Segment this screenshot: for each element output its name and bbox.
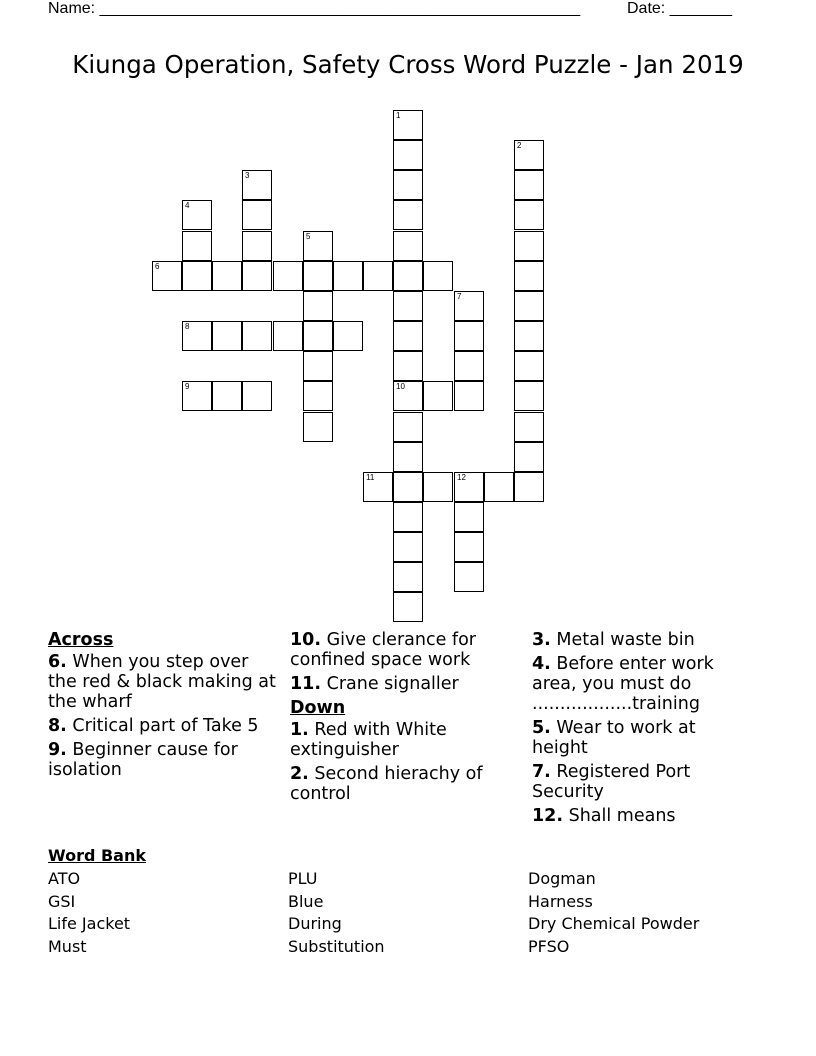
- crossword-cell[interactable]: [182, 261, 212, 291]
- crossword-cell[interactable]: [393, 170, 423, 200]
- word-bank-heading: Word Bank: [48, 846, 147, 865]
- crossword-cell[interactable]: [333, 261, 363, 291]
- crossword-cell[interactable]: [182, 381, 212, 411]
- clue-down-5: 5. Wear to work at height: [532, 718, 696, 758]
- crossword-cell[interactable]: [393, 562, 423, 592]
- clue-number-label: 4: [185, 201, 190, 210]
- word-bank-item: Dry Chemical Powder: [528, 914, 700, 934]
- date-field-label[interactable]: Date: _______: [627, 0, 732, 17]
- crossword-cell[interactable]: [303, 381, 333, 411]
- crossword-cell[interactable]: [273, 321, 303, 351]
- clue-number-label: 9: [185, 382, 190, 391]
- clues-column-2: [290, 630, 504, 808]
- crossword-cell[interactable]: [514, 291, 544, 321]
- crossword-cell[interactable]: [393, 532, 423, 562]
- crossword-cell[interactable]: [393, 592, 423, 622]
- crossword-cell[interactable]: [423, 261, 453, 291]
- crossword-cell[interactable]: [393, 412, 423, 442]
- word-bank-item: Must: [48, 936, 87, 956]
- crossword-cell[interactable]: [363, 472, 393, 502]
- header: [48, 0, 740, 20]
- clue-number-label: 3: [245, 171, 250, 180]
- crossword-cell[interactable]: [273, 261, 303, 291]
- crossword-cell[interactable]: [393, 140, 423, 170]
- crossword-cell[interactable]: [514, 231, 544, 261]
- clue-number-label: 8: [185, 322, 190, 331]
- crossword-cell[interactable]: [454, 321, 484, 351]
- clues-column-1: [48, 630, 280, 784]
- word-bank-column-2: [288, 868, 385, 958]
- crossword-cell[interactable]: [514, 261, 544, 291]
- crossword-cell[interactable]: [182, 321, 212, 351]
- crossword-cell[interactable]: [514, 472, 544, 502]
- crossword-cell[interactable]: [423, 472, 453, 502]
- clue-across-6: 6. When you step over the red & black making at the wharf: [48, 652, 276, 712]
- crossword-cell[interactable]: [484, 472, 514, 502]
- word-bank-item: ATO: [48, 869, 81, 888]
- crossword-cell[interactable]: [454, 291, 484, 321]
- clue-number-label: 11: [366, 473, 375, 482]
- crossword-cell[interactable]: [454, 532, 484, 562]
- word-bank-item: During: [288, 914, 342, 934]
- clue-across-9: 9. Beginner cause for isolation: [48, 740, 238, 780]
- crossword-cell[interactable]: [393, 351, 423, 381]
- crossword-cell[interactable]: [303, 412, 333, 442]
- clue-number-label: 2: [517, 141, 522, 150]
- word-bank-item: GSI: [48, 891, 76, 911]
- crossword-cell[interactable]: [242, 321, 272, 351]
- crossword-cell[interactable]: [514, 200, 544, 230]
- crossword-cell[interactable]: [393, 291, 423, 321]
- crossword-cell[interactable]: [363, 261, 393, 291]
- crossword-cell[interactable]: [393, 231, 423, 261]
- crossword-cell[interactable]: [423, 381, 453, 411]
- clue-number-label: 12: [457, 473, 466, 482]
- clue-number-label: 1: [396, 111, 401, 120]
- word-bank-item: Substitution: [288, 936, 385, 956]
- word-bank-item: Blue: [288, 891, 324, 911]
- crossword-cell[interactable]: [514, 442, 544, 472]
- crossword-cell[interactable]: [514, 140, 544, 170]
- clue-down-2: 2. Second hierachy of control: [290, 764, 483, 804]
- page-title: Kiunga Operation, Safety Cross Word Puzzle - Jan 2019: [72, 50, 744, 79]
- crossword-cell[interactable]: [393, 381, 423, 411]
- clue-number-label: 5: [306, 232, 311, 241]
- crossword-cell[interactable]: [393, 502, 423, 532]
- crossword-cell[interactable]: [514, 412, 544, 442]
- down-heading: Down: [290, 698, 346, 718]
- crossword-cell[interactable]: [333, 321, 363, 351]
- clue-number-label: 10: [396, 382, 405, 391]
- crossword-cell[interactable]: [514, 321, 544, 351]
- crossword-cell[interactable]: [393, 472, 423, 502]
- clue-down-1: 1. Red with White extinguisher: [290, 720, 447, 760]
- crossword-cell[interactable]: [393, 110, 423, 140]
- crossword-cell[interactable]: [242, 261, 272, 291]
- clue-across-8: 8. Critical part of Take 5: [48, 716, 259, 736]
- clue-across-10: 10. Give clerance for confined space work: [290, 630, 476, 670]
- word-bank-item: Life Jacket: [48, 914, 131, 934]
- word-bank-item: PLU: [288, 869, 318, 888]
- clue-number-label: 7: [457, 292, 462, 301]
- crossword-cell[interactable]: [454, 562, 484, 592]
- crossword-cell[interactable]: [514, 381, 544, 411]
- word-bank-item: Harness: [528, 891, 593, 911]
- crossword-cell[interactable]: [182, 231, 212, 261]
- crossword-cell[interactable]: [303, 321, 333, 351]
- clue-down-12: 12. Shall means: [532, 806, 676, 826]
- word-bank-item: Dogman: [528, 869, 596, 888]
- crossword-cell[interactable]: [303, 231, 333, 261]
- crossword-cell[interactable]: [242, 170, 272, 200]
- word-bank: [48, 846, 748, 956]
- crossword-cell[interactable]: [182, 200, 212, 230]
- clue-down-3: 3. Metal waste bin: [532, 630, 695, 650]
- crossword-cell[interactable]: [212, 381, 242, 411]
- crossword-cell[interactable]: [454, 502, 484, 532]
- crossword-cell[interactable]: [454, 472, 484, 502]
- crossword-cell[interactable]: [393, 321, 423, 351]
- clue-down-7: 7. Registered Port Security: [532, 762, 691, 802]
- crossword-cell[interactable]: [152, 261, 182, 291]
- word-bank-column-3: [528, 868, 699, 958]
- crossword-cell[interactable]: [393, 261, 423, 291]
- name-field-label[interactable]: Name: ______________________________________________________: [48, 0, 581, 17]
- crossword-cell[interactable]: [242, 231, 272, 261]
- crossword-cell[interactable]: [454, 381, 484, 411]
- across-heading: Across: [48, 630, 114, 650]
- crossword-cell[interactable]: [514, 170, 544, 200]
- clue-number-label: 6: [155, 262, 160, 271]
- clue-down-4: 4. Before enter work area, you must do ..................training: [532, 654, 714, 714]
- crossword-cell[interactable]: [514, 351, 544, 381]
- crossword-cell[interactable]: [303, 351, 333, 381]
- clue-across-11: 11. Crane signaller: [290, 674, 459, 694]
- crossword-cell[interactable]: [454, 351, 484, 381]
- word-bank-item: PFSO: [528, 936, 570, 956]
- crossword-cell[interactable]: [393, 442, 423, 472]
- crossword-cell[interactable]: [242, 381, 272, 411]
- crossword-cell[interactable]: [212, 261, 242, 291]
- crossword-cell[interactable]: [303, 291, 333, 321]
- crossword-cell[interactable]: [393, 200, 423, 230]
- crossword-cell[interactable]: [242, 200, 272, 230]
- word-bank-column-1: [48, 868, 130, 958]
- crossword-cell[interactable]: [212, 321, 242, 351]
- crossword-cell[interactable]: [303, 261, 333, 291]
- clues-column-3: [532, 630, 752, 830]
